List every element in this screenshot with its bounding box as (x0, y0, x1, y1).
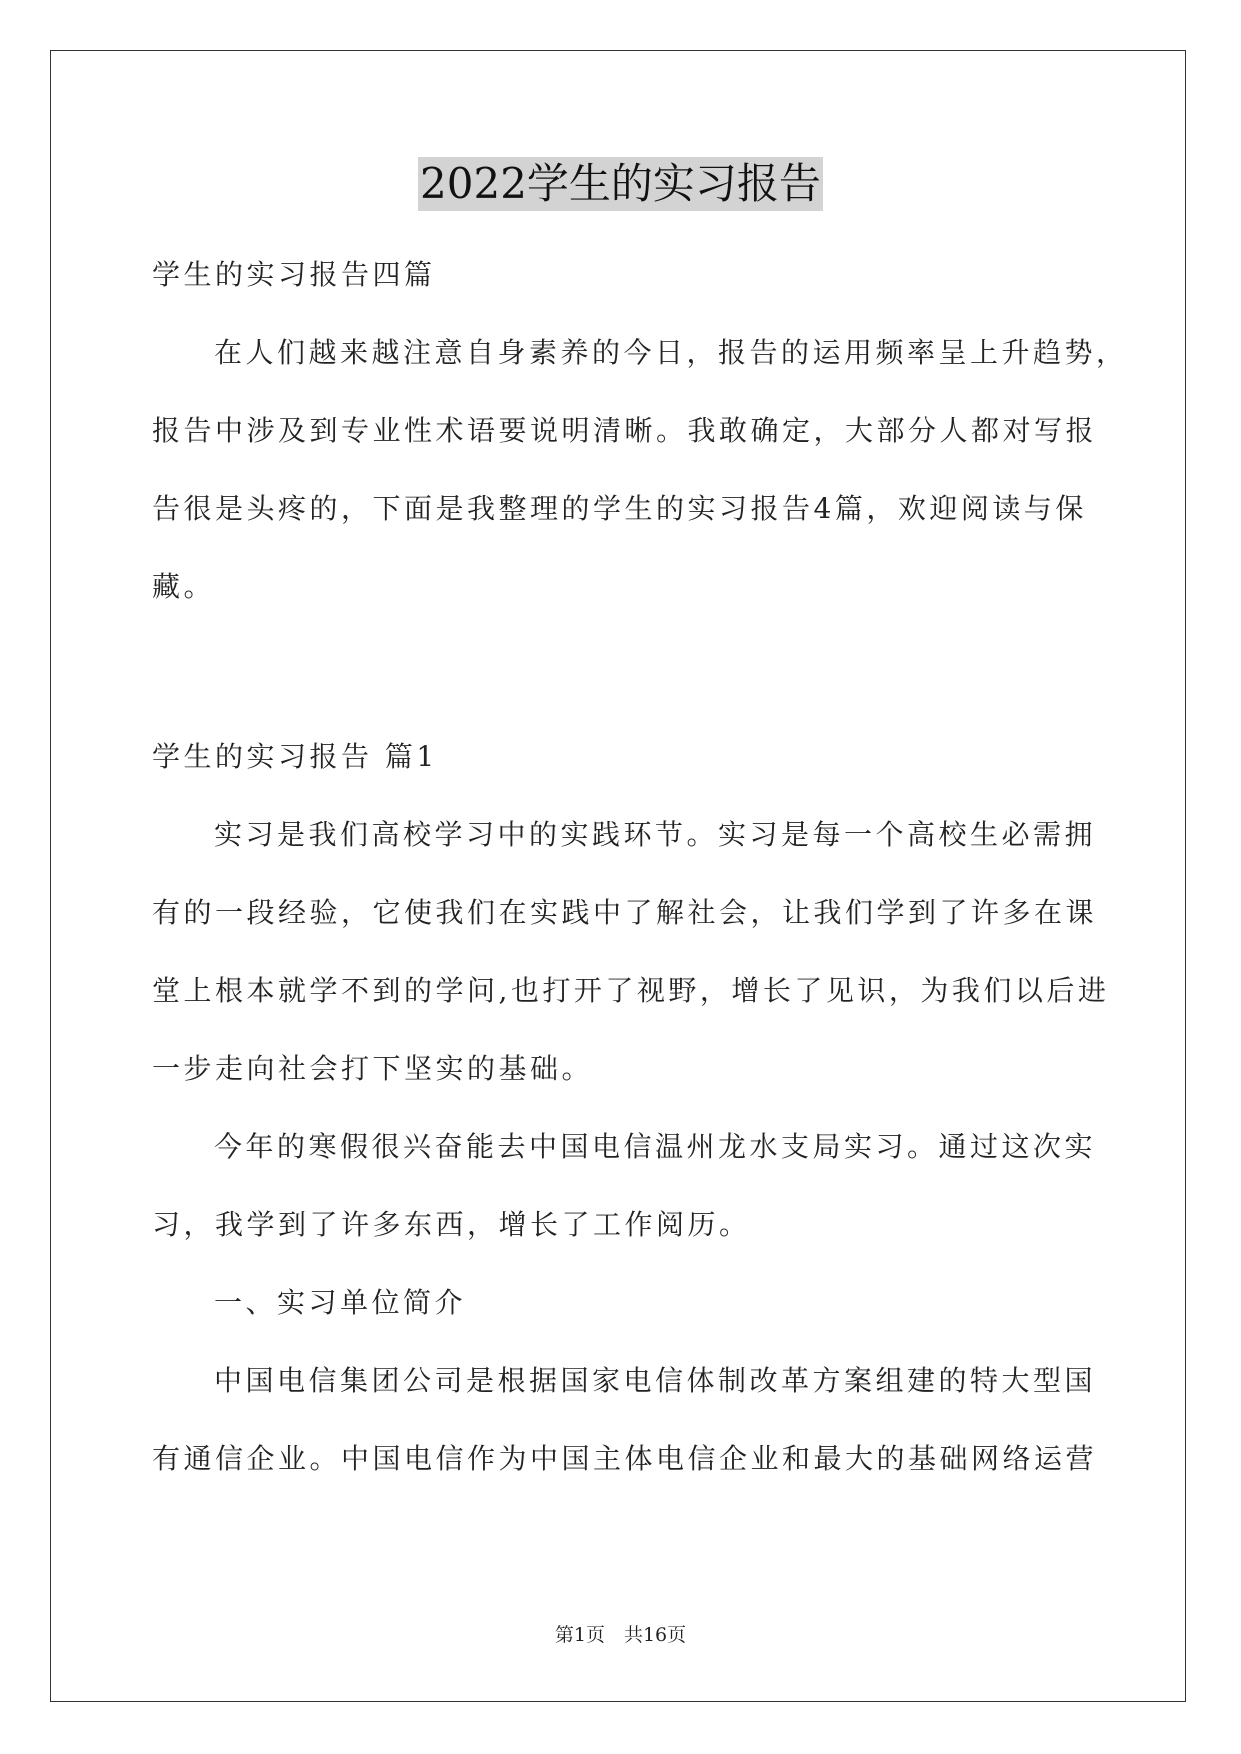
paragraph-line: 在人们越来越注意自身素养的今日，报告的运用频率呈上升趋势， (214, 336, 1128, 369)
paragraph-line: 报告中涉及到专业性术语要说明清晰。我敢确定，大部分人都对写报 (152, 414, 1098, 447)
paragraph-line: 今年的寒假很兴奋能去中国电信温州龙水支局实习。通过这次实 (214, 1130, 1097, 1163)
paragraph-line: 藏。 (152, 570, 216, 603)
paragraph-line: 一步走向社会打下坚实的基础。 (152, 1052, 594, 1085)
page-number: 第1页 共16页 (554, 1624, 687, 1646)
section-heading: 学生的实习报告 篇1 (152, 740, 438, 773)
paragraph-line: 中国电信集团公司是根据国家电信体制改革方案组建的特大型国 (214, 1364, 1097, 1397)
document-body (152, 236, 1128, 1498)
paragraph-line: 告很是头疼的，下面是我整理的学生的实习报告4篇，欢迎阅读与保 (152, 492, 1087, 525)
title-container (0, 157, 1241, 211)
paragraph-line: 有的一段经验，它使我们在实践中了解社会，让我们学到了许多在课 (152, 896, 1098, 929)
paragraph-line: 习，我学到了许多东西，增长了工作阅历。 (152, 1208, 751, 1241)
page-footer (0, 1620, 1241, 1647)
spacer (152, 626, 1094, 718)
paragraph-line: 实习是我们高校学习中的实践环节。实习是每一个高校生必需拥 (214, 818, 1097, 851)
document-title: 2022学生的实习报告 (418, 157, 823, 211)
paragraph-line: 有通信企业。中国电信作为中国主体电信企业和最大的基础网络运营 (152, 1442, 1098, 1475)
section-heading: 学生的实习报告四篇 (152, 258, 436, 291)
paragraph-line: 堂上根本就学不到的学问,也打开了视野，增长了见识，为我们以后进 (152, 974, 1110, 1007)
subsection-heading: 一、实习单位简介 (214, 1286, 467, 1319)
